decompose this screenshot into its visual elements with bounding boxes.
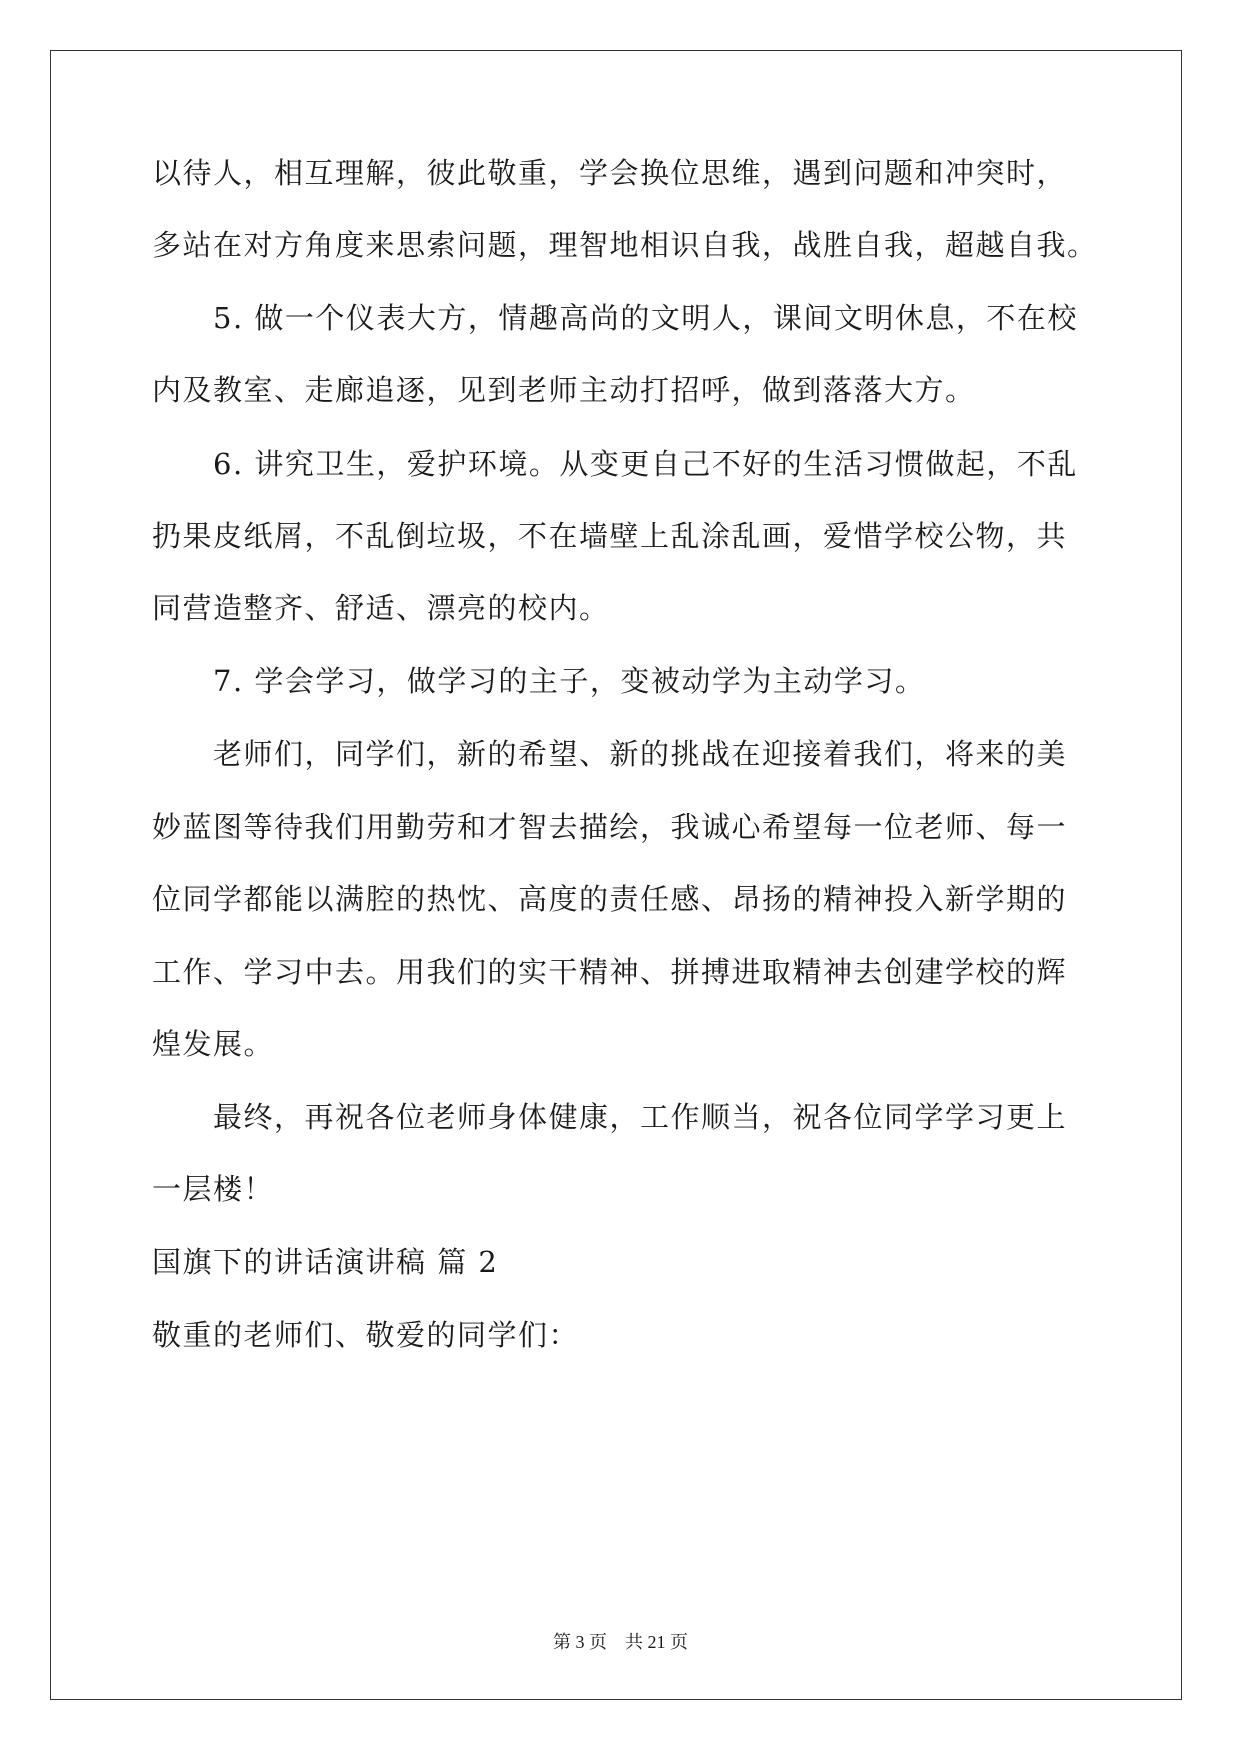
body-line: 内及教室、走廊追逐，见到老师主动打招呼，做到落落大方。 bbox=[152, 373, 976, 407]
page-footer bbox=[0, 1631, 1241, 1653]
section-heading: 国旗下的讲话演讲稿 篇 2 bbox=[152, 1245, 499, 1279]
paragraph-teachers-line: 老师们，同学们，新的希望、新的挑战在迎接着我们，将来的美 bbox=[213, 737, 1068, 771]
page-number: 第 3 页 bbox=[553, 1632, 607, 1652]
body-line: 妙蓝图等待我们用勤劳和才智去描绘，我诚心希望每一位老师、每一 bbox=[152, 810, 1068, 844]
body-line: 同营造整齐、舒适、漂亮的校内。 bbox=[152, 591, 610, 625]
body-line: 以待人，相互理解，彼此敬重，学会换位思维，遇到问题和冲突时， bbox=[152, 156, 1068, 190]
page-total: 共 21 页 bbox=[625, 1632, 688, 1652]
paragraph-7-line: 7. 学会学习，做学习的主子，变被动学为主动学习。 bbox=[213, 664, 926, 698]
paragraph-6-line: 6. 讲究卫生，爱护环境。从变更自己不好的生活习惯做起，不乱 bbox=[213, 447, 1078, 481]
body-line: 位同学都能以满腔的热忱、高度的责任感、昂扬的精神投入新学期的 bbox=[152, 882, 1068, 916]
page-border bbox=[50, 50, 1182, 1700]
body-line: 煌发展。 bbox=[152, 1027, 275, 1061]
body-line: 多站在对方角度来思索问题，理智地相识自我，战胜自我，超越自我。 bbox=[152, 228, 1098, 262]
salutation-line: 敬重的老师们、敬爱的同学们： bbox=[152, 1318, 580, 1352]
body-line: 一层楼！ bbox=[152, 1172, 275, 1206]
paragraph-5-line: 5. 做一个仪表大方，情趣高尚的文明人，课间文明休息，不在校 bbox=[213, 301, 1078, 335]
body-line: 扔果皮纸屑，不乱倒垃圾，不在墙壁上乱涂乱画，爱惜学校公物，共 bbox=[152, 519, 1068, 553]
paragraph-final-line: 最终，再祝各位老师身体健康，工作顺当，祝各位同学学习更上 bbox=[213, 1100, 1068, 1134]
body-line: 工作、学习中去。用我们的实干精神、拼搏进取精神去创建学校的辉 bbox=[152, 955, 1068, 989]
